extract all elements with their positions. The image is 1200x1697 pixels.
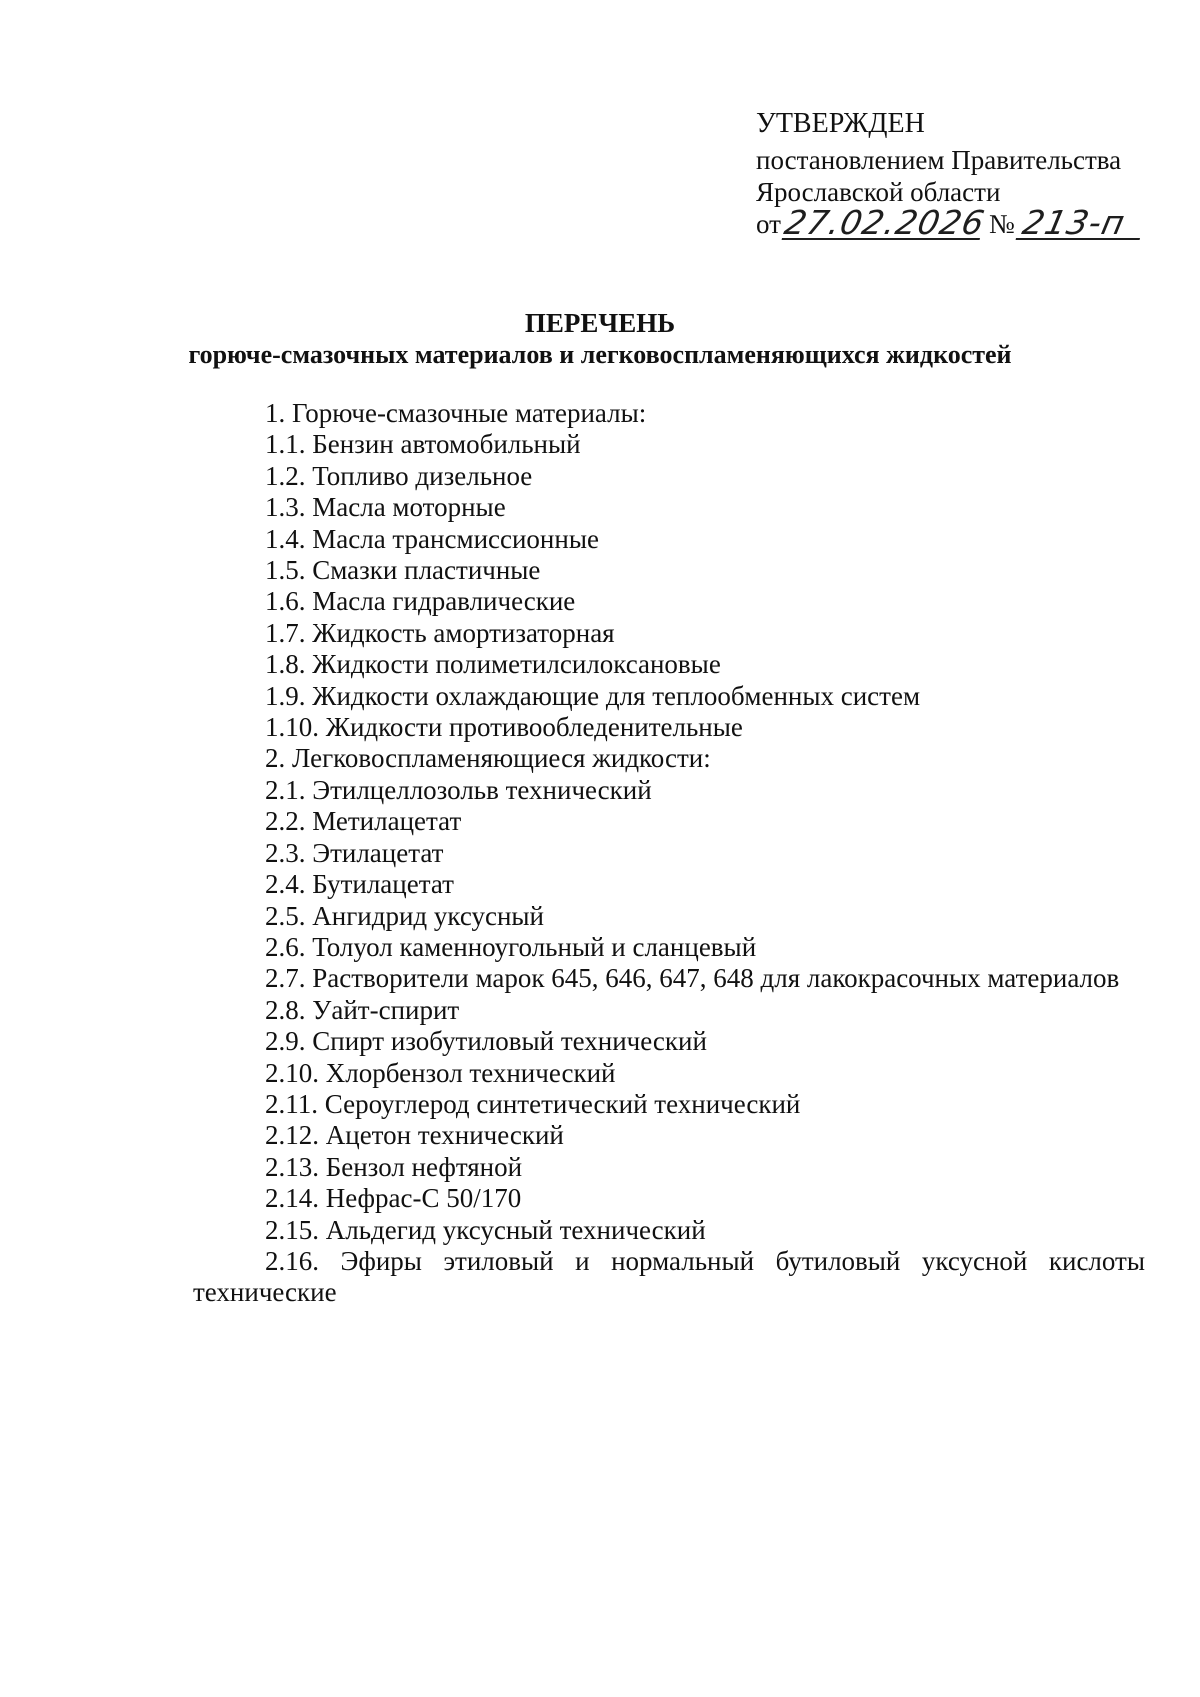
list-item: 1.9. Жидкости охлаждающие для теплообменных систем <box>265 680 921 711</box>
document-title: ПЕРЕЧЕНЬ <box>524 308 676 338</box>
list-item: 2.10. Хлорбензол технический <box>265 1057 616 1088</box>
list-item: 2.16. Эфиры этиловый и нормальный бутиловый уксусной кислоты технические <box>193 1245 1145 1308</box>
list-item: 2. Легковоспламеняющиеся жидкости: <box>265 743 711 774</box>
list-item: 2.9. Спирт изобутиловый технический <box>265 1026 707 1057</box>
list-item: 1.1. Бензин автомобильный <box>265 429 581 460</box>
list-item: 1.8. Жидкости полиметилсилоксановые <box>265 649 721 680</box>
list-item: 2.12. Ацетон технический <box>265 1120 564 1151</box>
materials-list <box>193 398 1145 1309</box>
approval-number-label: № <box>988 209 1015 239</box>
list-item: 2.14. Нефрас-С 50/170 <box>265 1183 522 1214</box>
list-item: 1.4. Масла трансмиссионные <box>265 523 599 554</box>
approval-line-2: Ярославской области <box>756 177 1001 207</box>
list-item: 2.3. Этилацетат <box>265 837 444 868</box>
list-item: 1.10. Жидкости противообледенительные <box>265 712 743 743</box>
approval-title: УТВЕРЖДЕН <box>756 108 925 139</box>
list-item: 2.4. Бутилацетат <box>265 869 454 900</box>
list-item: 1.6. Масла гидравлические <box>265 586 576 617</box>
list-item: 1.7. Жидкость амортизаторная <box>265 617 615 648</box>
handwritten-number: 213-п <box>1015 208 1146 240</box>
approval-from-label: от <box>756 209 781 239</box>
list-item: 2.1. Этилцеллозольв технический <box>265 774 652 805</box>
list-item: 1.3. Масла моторные <box>265 492 506 523</box>
approval-stamp <box>756 108 1156 240</box>
list-item: 2.5. Ангидрид уксусный <box>265 900 544 931</box>
handwritten-date: 27.02.2026 <box>781 203 989 242</box>
list-item: 1.2. Топливо дизельное <box>265 460 533 491</box>
list-item: 2.13. Бензол нефтяной <box>265 1151 523 1182</box>
list-item: 2.7. Растворители марок 645, 646, 647, 648 для лакокрасочных материалов <box>265 963 1120 994</box>
approval-date-number-line <box>756 203 1156 242</box>
list-item: 2.8. Уайт-спирит <box>265 994 460 1025</box>
list-item: 2.6. Толуол каменноугольный и сланцевый <box>265 931 757 962</box>
list-item: 1. Горюче-смазочные материалы: <box>265 398 647 428</box>
list-item: 2.15. Альдегид уксусный технический <box>265 1214 706 1245</box>
list-item: 1.5. Смазки пластичные <box>265 555 541 586</box>
document-subtitle: горюче-смазочных материалов и легковоспламеняющихся жидкостей <box>188 340 1012 369</box>
list-item: 2.11. Сероуглерод синтетический технический <box>265 1088 801 1119</box>
approval-line-1: постановлением Правительства <box>756 145 1122 175</box>
list-item: 2.2. Метилацетат <box>265 806 462 837</box>
